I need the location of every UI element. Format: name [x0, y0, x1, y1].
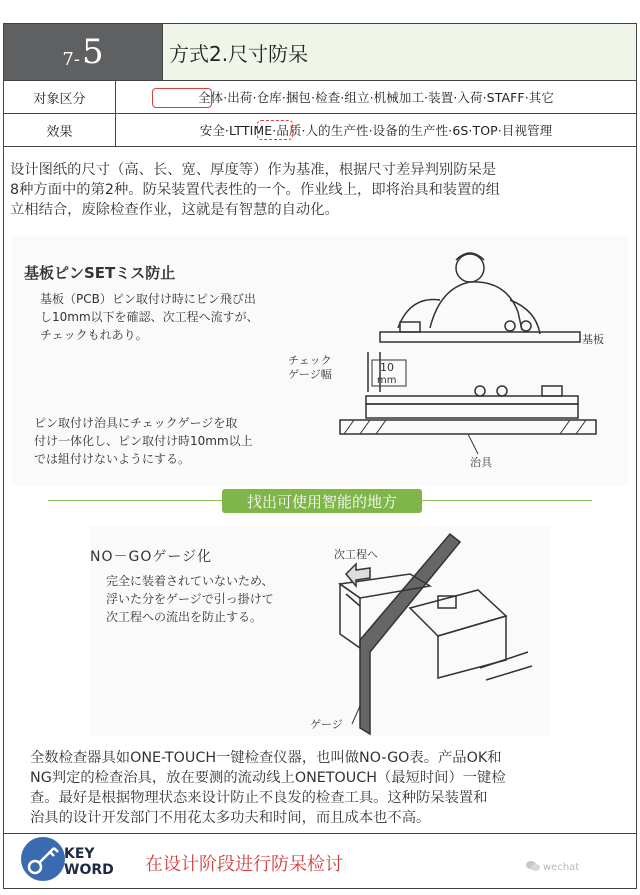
divider: [3, 146, 637, 147]
watermark: wechat: [543, 862, 580, 873]
section-number: [4, 24, 162, 80]
upper-pin: [521, 321, 531, 331]
body-line: 治具的设计开发部门不用花太多功夫和时间，而且成本也不高。: [30, 810, 431, 826]
table-row-value: 安全·LTTIME·品质·人的生产性·设备的生产性·6S·TOP·目视管理: [199, 123, 553, 138]
figure1-desc-line: ピン取付け治具にチェックゲージを取: [34, 416, 238, 430]
table-row-label: 对象区分: [4, 81, 116, 113]
keyword-label: [64, 846, 114, 878]
label-gauge-line2: ゲージ幅: [288, 368, 332, 381]
body-paragraph: [30, 748, 630, 828]
worker-body: [430, 282, 522, 330]
page-title-text: 方式2.尺寸防呆: [169, 41, 309, 66]
body-line: 查。最好是根据物理状态来设计防止不良发的检查工具。这种防呆装置和: [30, 790, 488, 806]
section-number-major: 5: [81, 32, 104, 72]
figure2-desc-line: 次工程への流出を防止する。: [106, 610, 263, 624]
page-title: [162, 24, 636, 80]
label-jig: 治具: [470, 456, 492, 469]
product-block-right: [410, 590, 506, 636]
figure1-desc-line: チェックもれあり。: [40, 328, 148, 342]
wechat-icon: [526, 860, 540, 872]
label-dim-unit: mm: [377, 375, 397, 386]
body-line: 全数检查器具如ONE-TOUCH一键检查仪器，也叫做NO-GO表。产品OK和: [30, 750, 502, 766]
intro-line: 8种方面中的第2种。防呆装置代表性的一个。作业线上，即将治具和装置的组: [10, 182, 500, 198]
section-number-minor: 7-: [62, 48, 80, 70]
gauge-leader: [352, 706, 360, 724]
label-dim-value: 10: [380, 361, 394, 374]
label-gauge-line1: チェック: [288, 354, 332, 367]
jig-leader: [468, 434, 478, 454]
figure1-desc-line: 付け一体化し、ピン取付け時10mm以上: [34, 434, 253, 448]
jig-hatch: [344, 420, 586, 434]
upper-pin: [505, 321, 515, 331]
jig-base: [340, 420, 596, 434]
figure1-desc-line: し10mm以下を確認、次工程へ流すが、: [40, 310, 259, 324]
figure2-desc: [106, 572, 274, 626]
product-rod: [480, 652, 528, 668]
jig-board: [366, 396, 578, 404]
figure2-heading: NO－GOゲージ化: [90, 549, 213, 565]
intro-line: 设计图纸的尺寸（高、长、宽、厚度等）作为基准，根据尺寸差异判别防呆是: [10, 162, 497, 178]
keyword-text: 在设计阶段进行防呆检讨: [145, 854, 343, 875]
section-banner-text: 找出可使用智能的地方: [246, 492, 397, 511]
footer-divider: [3, 833, 637, 834]
figure2-desc-line: 完全に装着されていないため、: [106, 574, 274, 588]
nogo-gauge-illustration: [300, 528, 560, 738]
worker-arm-left: [398, 300, 440, 328]
body-line: NG判定的检查治具，放在要测的流动线上ONETOUCH（最短时间）一键检: [30, 770, 506, 786]
product-rod: [486, 666, 532, 680]
upper-board: [380, 332, 580, 342]
intro-line: 立相结合，废除检查作业，这就是有智慧的自动化。: [10, 202, 339, 218]
jig-pin: [475, 386, 485, 396]
table-row-label: 效果: [4, 114, 116, 146]
jig-body: [366, 404, 578, 418]
figure1-heading: 基板ピンSETミス防止: [24, 264, 176, 282]
label-gauge: ゲージ: [310, 718, 343, 731]
highlight-mark-full: [152, 88, 212, 108]
keyword-label-line: WORD: [64, 862, 114, 878]
pcb-jig-illustration: [280, 240, 620, 480]
section-banner: [222, 489, 422, 513]
table-row-value: 全体·出荷·仓库·捆包·检查·组立·机械加工·装置·入荷·STAFF·其它: [198, 90, 554, 105]
label-board: 基板: [582, 333, 604, 346]
keyword-label-line: KEY: [64, 846, 95, 862]
highlight-mark-quality: [257, 120, 293, 140]
figure1-desc-after: [34, 414, 253, 468]
product-block-front: [340, 584, 360, 648]
jig-pin: [497, 386, 507, 396]
figure1-desc-line: では組付けないようにする。: [34, 452, 191, 466]
intro-paragraph: [10, 160, 630, 220]
figure1-desc-line: 基板（PCB）ピン取付け時にピン飛び出: [40, 292, 256, 306]
figure1-desc-before: [40, 290, 259, 344]
upper-component: [400, 322, 420, 332]
key-icon: [20, 836, 66, 882]
product-block-right-front: [438, 616, 506, 678]
jig-component: [542, 386, 562, 396]
worker-head: [456, 254, 484, 282]
label-next-process: 次工程へ: [334, 548, 378, 561]
figure2-desc-line: 浮いた分をゲージで引っ掛けて: [106, 592, 274, 606]
